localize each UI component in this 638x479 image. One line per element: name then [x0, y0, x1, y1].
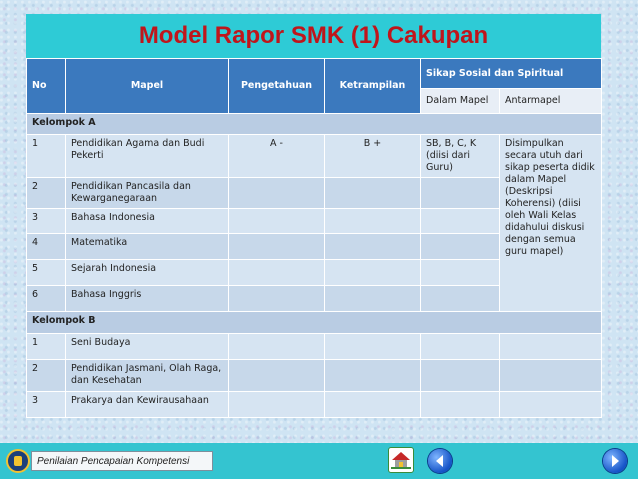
- home-icon[interactable]: [388, 447, 414, 473]
- row-no: 3: [27, 392, 66, 418]
- antarmapel-note: Disimpulkan secara utuh dari sikap peserta didik dalam Mapel (Deskripsi Koherensi) (diisi oleh Wali Kelas didahului diskusi dengan semua guru mapel): [500, 135, 602, 312]
- row-no: 6: [27, 286, 66, 312]
- header-pengetahuan: Pengetahuan: [229, 59, 325, 114]
- prev-icon[interactable]: [428, 449, 452, 473]
- group-a-label: Kelompok A: [27, 114, 602, 135]
- row-mapel: Pendidikan Agama dan Budi Pekerti: [66, 135, 229, 178]
- header-antarmapel: Antarmapel: [500, 89, 602, 114]
- header-no: No: [27, 59, 66, 114]
- group-b-label: Kelompok B: [27, 312, 602, 334]
- row-no: 1: [27, 135, 66, 178]
- table-row: [27, 360, 602, 392]
- row-mapel: Matematika: [66, 234, 229, 260]
- row-mapel: Prakarya dan Kewirausahaan: [66, 392, 229, 418]
- next-icon[interactable]: [603, 449, 627, 473]
- row-dalam-mapel: SB, B, C, K (diisi dari Guru): [421, 135, 500, 178]
- row-no: 2: [27, 360, 66, 392]
- table-row: [27, 334, 602, 360]
- header-mapel: Mapel: [66, 59, 229, 114]
- row-mapel: Bahasa Indonesia: [66, 209, 229, 234]
- table-row: [27, 392, 602, 418]
- footer-label: Penilaian Pencapaian Kompetensi: [31, 451, 213, 471]
- row-no: 1: [27, 334, 66, 360]
- row-no: 3: [27, 209, 66, 234]
- header-dalam-mapel: Dalam Mapel: [421, 89, 500, 114]
- logo-icon: [6, 449, 30, 473]
- row-no: 2: [27, 178, 66, 209]
- row-no: 5: [27, 260, 66, 286]
- slide-title: Model Rapor SMK (1) Cakupan: [26, 14, 601, 58]
- row-mapel: Sejarah Indonesia: [66, 260, 229, 286]
- header-ketrampilan: Ketrampilan: [325, 59, 421, 114]
- report-table: [26, 58, 602, 418]
- row-no: 4: [27, 234, 66, 260]
- row-mapel: Seni Budaya: [66, 334, 229, 360]
- header-sikap: Sikap Sosial dan Spiritual: [421, 59, 602, 89]
- row-pengetahuan: A -: [229, 135, 325, 178]
- row-ketrampilan: B +: [325, 135, 421, 178]
- row-mapel: Pendidikan Jasmani, Olah Raga, dan Kesehatan: [66, 360, 229, 392]
- table-row: [27, 135, 602, 178]
- row-mapel: Bahasa Inggris: [66, 286, 229, 312]
- row-mapel: Pendidikan Pancasila dan Kewarganegaraan: [66, 178, 229, 209]
